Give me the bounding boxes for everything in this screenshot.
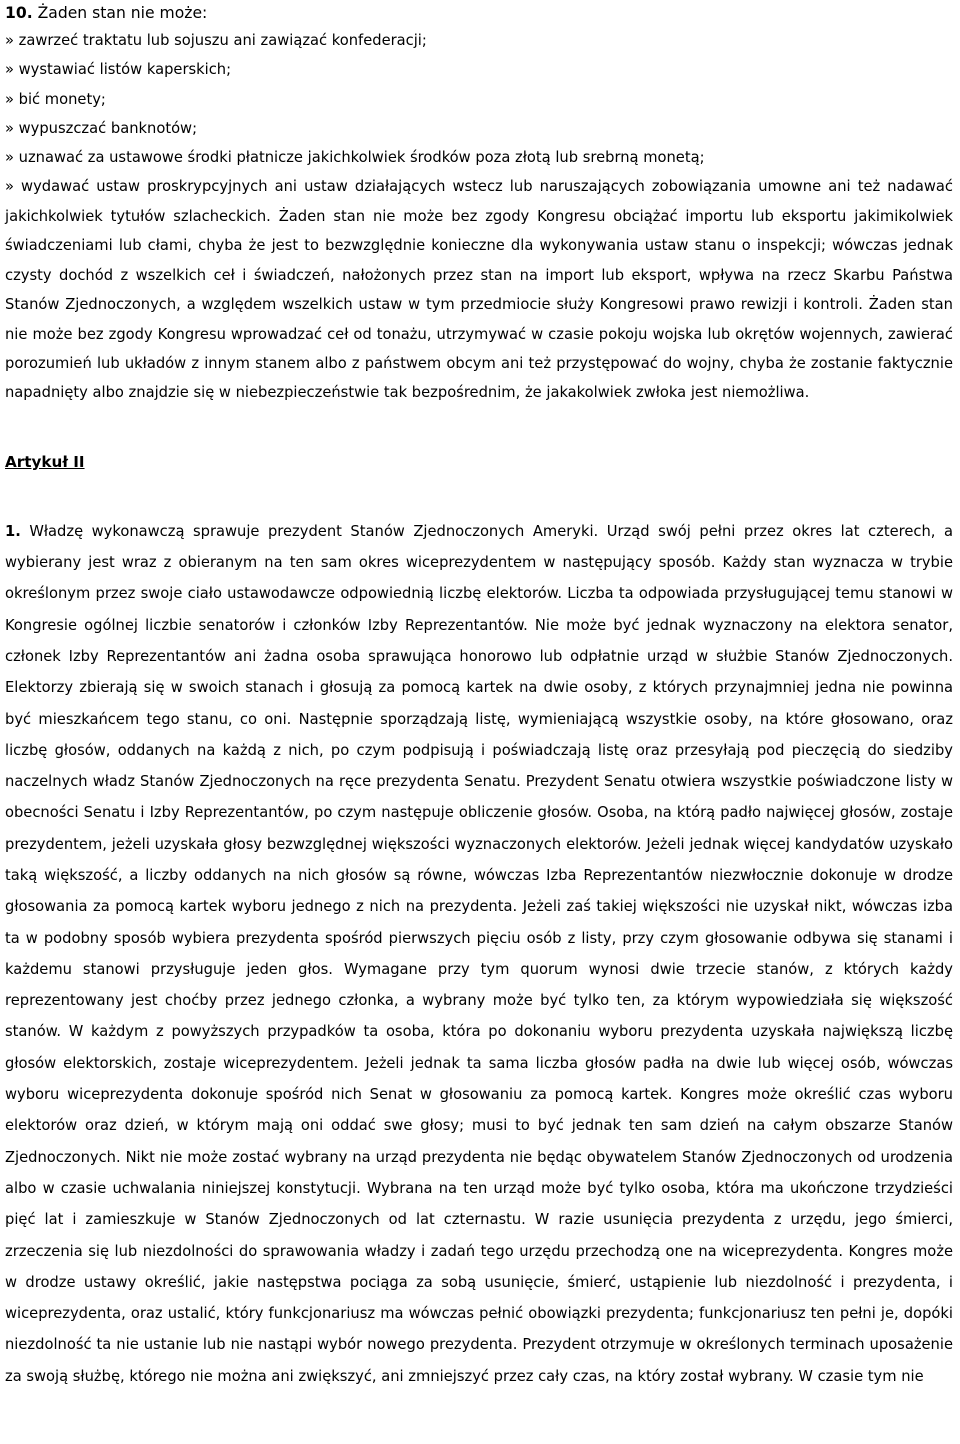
list-item-last: » wydawać ustaw proskrypcyjnych ani ustaw działających wstecz lub naruszających zobowiązania umowne ani też nadawać jakichkolwiek tytułów szlacheckich. — [5, 178, 953, 225]
prohibition-list — [5, 26, 953, 172]
section-intro: Żaden stan nie może: — [32, 4, 208, 22]
article-2-section-1-body: Władzę wykonawczą sprawuje prezydent Stanów Zjednoczonych Ameryki. Urząd swój pełni przez okres lat czterech, a wybierany jest wraz z obieranym na ten sam okres wiceprezydentem w następujący sposób. Każdy stan wyznacza w trybie określonym przez swoje ciało ustawodawcze odpowiednią liczbę elektorów. Liczba ta odpowiada przysługującej temu stanowi w Kongresie ogólnej liczbie senatorów i członków Izby Reprezentantów. Nie może być jednak wyznaczony na elektora senator, członek Izby Reprezentantów ani żadna osoba sprawująca honorowo lub odpłatnie urząd w służbie Stanów Zjednoczonych. Elektorzy zbierają się w swoich stanach i głosują za pomocą kartek na dwie osoby, z których przynajmniej jedna nie powinna być mieszkańcem tego stanu, co oni. Następnie sporządzają listę, wymieniającą wszystkie osoby, na które głosowano, oraz liczbę głosów, oddanych na każdą z nich, po czym podpisują i poświadczają listę oraz przesyłają pod pieczęcią do siedziby naczelnych władz Stanów Zjednoczonych na ręce prezydenta Senatu. Prezydent Senatu otwiera wszystkie poświadczone listy w obecności Senatu i Izby Reprezentantów, po czym następuje obliczenie głosów. Osoba, na którą padło najwięcej głosów, zostaje prezydentem, jeżeli uzyskała głosy bezwzględnej większości wyznaczonych elektorów. Jeżeli jednak więcej kandydatów uzyskało taką większość, a liczby oddanych na nich głosów są równe, wówczas Izba Reprezentantów niezwłocznie dokonuje w drodze głosowania za pomocą kartek wyboru jednego z nich na prezydenta. Jeżeli zaś takiej większości nie uzyskał nikt, wówczas izba ta w podobny sposób wybiera prezydenta spośród pierwszych pięciu osób z listy, przy czym głosowanie odbywa się stanami i każdemu stanowi przysługuje jeden głos. Wymagane przy tym quorum wynosi dwie trzecie stanów, z których każdy reprezentowany jest choćby przez jednego członka, a wybrany może być tylko ten, za którym wypowiedziała się większość stanów. W każdym z powyższych przypadków ta osoba, która po dokonaniu wyboru prezydenta uzyskała największą liczbę głosów elektorskich, zostaje wiceprezydentem. Jeżeli jednak ta sama liczba głosów padła na dwie lub więcej osób, wówczas wyboru wiceprezydenta dokonuje spośród nich Senat w głosowaniu za pomocą kartek. Kongres może określić czas wyboru elektorów oraz dzień, w którym mają oni oddać swe głosy; musi to być jednak ten sam dzień na całym obszarze Stanów Zjednoczonych. Nikt nie może zostać wybrany na urząd prezydenta nie będąc obywatelem Stanów Zjednoczonych od urodzenia albo w czasie uchwalania niniejszej konstytucji. Wybrana na ten urząd może być tylko osoba, która ma ukończone trzydzieści pięć lat i zamieszkuje w Stanów Zjednoczonych od lat czternastu. W razie usunięcia prezydenta z urzędu, jego śmierci, zrzeczenia się lub niezdolności do sprawowania władzy i zadań tego urzędu przechodzą one na wiceprezydenta. Kongres może w drodze ustawy określić, jakie następstwa pociąga za sobą usunięcie, śmierć, ustąpienie lub niezdolność i prezydenta, i wiceprezydenta, oraz ustalić, który funkcjonariusz ma wówczas pełnić obowiązki prezydenta; funkcjonariusz ten pełni je, dopóki niezdolność ta nie ustanie lub nie nastąpi wybór nowego prezydenta. Prezydent otrzymuje w określonych terminach uposażenie za swoją służbę, którego nie można ani zwiększyć, ani zmniejszyć przez cały czas, na który został wybrany. W czasie tym nie — [5, 522, 953, 1385]
list-item: » uznawać za ustawowe środki płatnicze jakichkolwiek środków poza złotą lub srebrną monetą; — [5, 149, 705, 167]
section-number: 1. — [5, 522, 21, 540]
article-2-section-1 — [5, 516, 953, 1392]
section-10-body: Żaden stan nie może bez zgody Kongresu obciążać importu lub eksportu jakimikolwiek świadczeniami lub cłami, chyba że jest to bezwzględnie konieczne dla wykonywania ustaw stanu o inspekcji; wówczas jednak czysty dochód z wszelkich ceł i świadczeń, nałożonych przez stan na import lub eksport, wpływa na rzecz Skarbu Państwa Stanów Zjednoczonych, a względem wszelkich ustaw w tym przedmiocie służy Kongresowi prawo rewizji i kontroli. Żaden stan nie może bez zgody Kongresu wprowadzać ceł od tonażu, utrzymywać w czasie pokoju wojska lub okrętów wojennych, zawierać porozumień lub układów z innym stanem albo z państwem obcym ani też przystępować do wojny, chyba że zostanie faktycznie napadnięty albo znajdzie się w niebezpieczeństwie tak bezpośrednim, że jakakolwiek zwłoka jest niemożliwa. — [5, 207, 953, 402]
list-item: » bić monety; — [5, 90, 106, 108]
list-item: » zawrzeć traktatu lub sojuszu ani zawiązać konfederacji; — [5, 32, 427, 49]
list-item: » wypuszczać banknotów; — [5, 119, 198, 137]
section-10-paragraph — [5, 172, 953, 407]
section-10 — [5, 0, 953, 408]
list-item: » wystawiać listów kaperskich; — [5, 61, 232, 79]
section-10-heading — [5, 0, 953, 26]
section-number: 10. — [5, 4, 33, 22]
article-heading: Artykuł II — [5, 452, 85, 471]
